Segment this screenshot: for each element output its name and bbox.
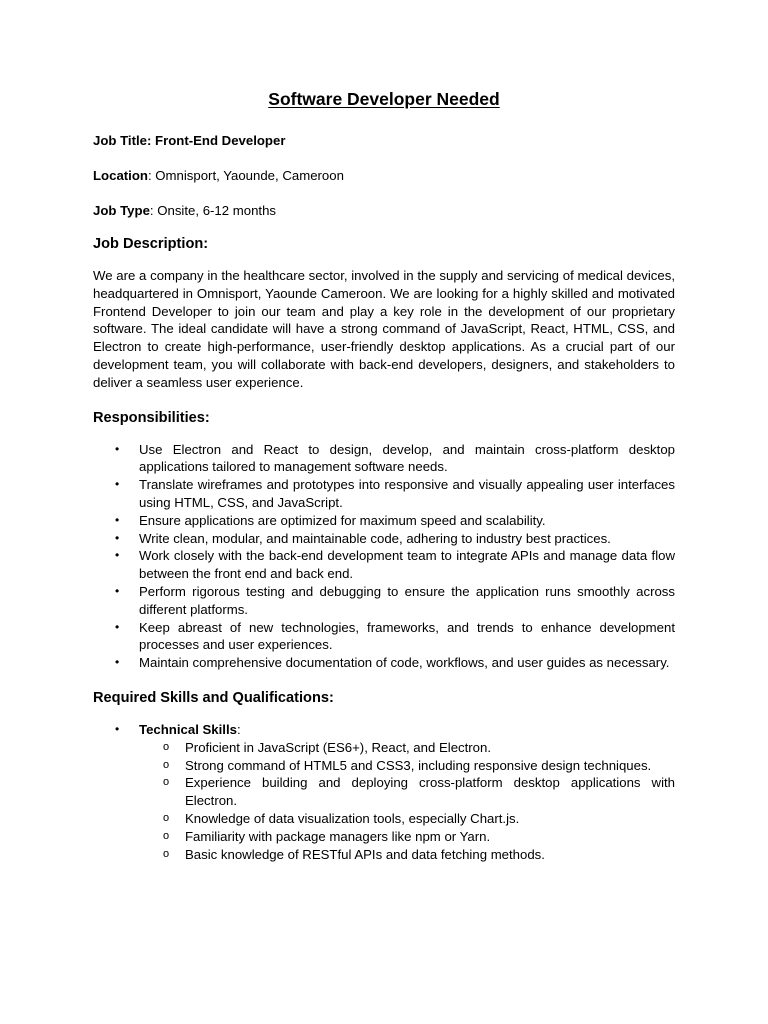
bullet-icon: • [115,548,120,563]
skills-group [93,721,675,863]
list-item-text: Perform rigorous testing and debugging to ensure the application runs smoothly across different platforms. [139,583,675,617]
skills-heading: Required Skills and Qualifications: [93,689,334,706]
location-value: : Omnisport, Yaounde, Cameroon [147,168,344,183]
list-item-text: Keep abreast of new technologies, frameworks, and trends to enhance development processes and user experiences. [139,619,675,653]
list-item-text: Ensure applications are optimized for maximum speed and scalability. [139,512,546,528]
job-type-field [93,202,675,220]
job-type-value: : Onsite, 6-12 months [149,203,276,218]
list-item-text: Maintain comprehensive documentation of code, workflows, and user guides as necessary. [139,655,670,671]
location-field [93,167,675,185]
document-title: Software Developer Needed [268,89,500,109]
bullet-icon: • [115,512,120,527]
list-item-text: Strong command of HTML5 and CSS3, including responsive design techniques. [185,757,652,773]
list-item-text: Write clean, modular, and maintainable code, adhering to industry best practices. [139,530,611,546]
list-item [139,828,675,846]
job-title-field [93,132,675,150]
list-item [93,654,675,672]
circle-bullet-icon: o [163,811,170,824]
bullet-icon: • [115,655,120,670]
skills-group-label: Technical Skills [139,721,237,737]
list-item [93,476,675,512]
list-item [139,757,675,775]
location-label: Location [93,168,148,183]
responsibilities-heading: Responsibilities: [93,409,210,426]
circle-bullet-icon: o [163,829,170,842]
technical-skills-list [139,739,675,864]
circle-bullet-icon: o [163,758,170,771]
list-item [93,512,675,530]
list-item-text: Knowledge of data visualization tools, especially Chart.js. [185,810,520,826]
list-item [139,739,675,757]
list-item [93,583,675,619]
bullet-icon: • [115,530,120,545]
list-item [93,441,675,477]
bullet-icon: • [115,619,120,634]
circle-bullet-icon: o [163,740,170,753]
list-item-text: Proficient in JavaScript (ES6+), React, and Electron. [185,739,492,755]
list-item [139,810,675,828]
list-item [93,530,675,548]
list-item-text: Work closely with the back-end development team to integrate APIs and manage data flow between the front end and back end. [139,548,675,582]
document-page [93,88,675,863]
list-item [139,846,675,864]
list-item [139,774,675,810]
bullet-icon: • [115,721,120,736]
circle-bullet-icon: o [163,776,170,789]
job-title-label: Job Title: Front-End Developer [93,133,286,148]
list-item-text: Basic knowledge of RESTful APIs and data fetching methods. [185,846,545,862]
responsibilities-list [93,441,675,672]
skills-group-colon: : [236,721,241,737]
list-item-text: Use Electron and React to design, develop, and maintain cross-platform desktop applications tailored to management software needs. [139,441,675,475]
description-heading: Job Description: [93,236,209,252]
list-item [93,619,675,655]
list-item-text: Experience building and deploying cross-platform desktop applications with Electron. [185,775,675,809]
job-type-label: Job Type [93,203,150,218]
list-item-text: Familiarity with package managers like npm or Yarn. [185,828,491,844]
list-item [93,547,675,583]
bullet-icon: • [115,477,120,492]
description-text: We are a company in the healthcare sector, involved in the supply and servicing of medical devices, headquartered in Omnisport, Yaounde Cameroon. We are looking for a highly skilled and motivated Frontend Developer to join our team and play a key role in the development of our proprietary software. The ideal candidate will have a strong command of JavaScript, React, HTML, CSS, and Electron to create high-performance, user-friendly desktop applications. As a crucial part of our development team, you will collaborate with back-end developers, designers, and stakeholders to deliver a seamless user experience. [93,268,675,390]
circle-bullet-icon: o [163,847,170,860]
bullet-icon: • [115,583,120,598]
skills-list [93,721,675,863]
list-item-text: Translate wireframes and prototypes into responsive and visually appealing user interfaces using HTML, CSS, and JavaScript. [139,477,675,510]
bullet-icon: • [115,441,120,456]
